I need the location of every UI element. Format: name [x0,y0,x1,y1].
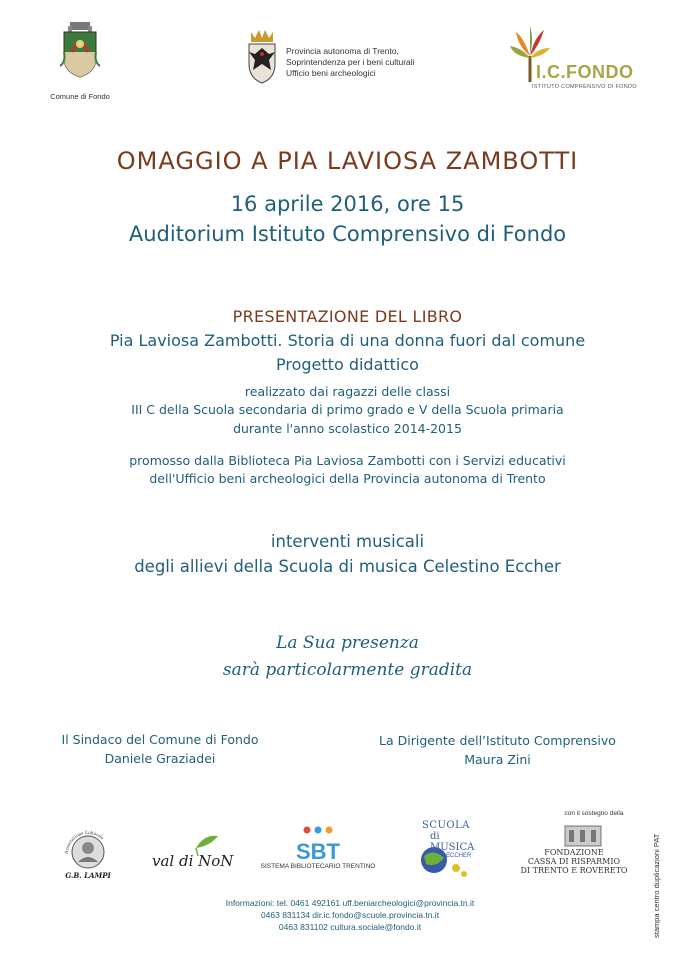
book-title-line-2: Progetto didattico [276,355,419,374]
comune-fondo-logo [40,22,120,101]
realized-line-2: III C della Scuola secondaria di primo grado e V della Scuola primaria [131,402,564,417]
event-title: OMAGGIO A PIA LAVIOSA ZAMBOTTI [116,147,579,175]
info-line-1: Informazioni: tel. 0461 492161 uff.beniarcheologici@provincia.tn.it [225,898,475,908]
promoted-line-1: promosso dalla Biblioteca Pia Laviosa Zambotti con i Servizi educativi [129,453,566,468]
event-venue: Auditorium Istituto Comprensivo di Fondo [128,222,567,246]
fondazione-line-2: CASSA DI RISPARMIO [527,857,621,866]
info-line-3: 0463 831102 cultura.sociale@fondo.it [278,922,422,932]
sostegno-label: con il sostegno della [564,810,624,817]
provincia-line-2: Soprintendenza per i beni culturali [286,57,415,67]
info-line-2: 0463 831134 dir.ic.fondo@scuole.provincia.tn.it [260,910,440,920]
realized-line-1: realizzato dai ragazzi delle classi [244,384,451,399]
realized-line-3: durante l'anno scolastico 2014-2015 [233,421,462,436]
mayor-name: Daniele Graziadei [104,751,216,766]
ic-fondo-subtitle: ISTITUTO COMPRENSIVO DI FONDO [532,84,637,90]
fondazione-building-icon [563,822,603,848]
provincia-line-3: Ufficio beni archeologici [286,68,376,78]
lampi-ring-text: Associazione Culturale [64,830,105,855]
sbt-logo [258,825,378,885]
valdinon-text: val di NoN [152,852,234,870]
sbt-letters: SBT [296,839,340,863]
comune-fondo-caption: Comune di Fondo [50,92,110,101]
sbt-mark-icon [258,825,378,863]
presence-line-1: La Sua presenza [276,633,419,653]
comune-fondo-crest-icon [60,22,100,78]
fondazione-line-1: FONDAZIONE [544,848,604,857]
fondazione-line-3: DI TRENTO E ROVERETO [520,866,628,875]
director-name: Maura Zini [464,752,531,767]
lampi-name: G.B. LAMPI [65,871,111,880]
sbt-caption: SISTEMA BIBLIOTECARIO TRENTINO [260,863,376,870]
book-title-line-1: Pia Laviosa Zambotti. Storia di una donna fuori dal comune [109,331,586,350]
presence-line-2: sarà particolarmente gradita [222,660,473,680]
director-role: La Dirigente dell’Istituto Comprensivo [379,733,616,748]
signature-director [345,731,650,769]
fondazione-cassa-logo [515,810,633,886]
ic-fondo-logo [502,26,642,92]
valdinon-logo [148,830,240,875]
promoted-line-2: dell'Ufficio beni archeologici della Provincia autonoma di Trento [149,471,546,486]
provincia-trento-logo [245,28,445,88]
ic-fondo-name: I.C.FONDO [536,62,634,82]
provincia-line-1: Provincia autonoma di Trento, [286,46,399,56]
provincia-eagle-crest-icon [245,28,279,84]
music-line-2: degli allievi della Scuola di musica Celestino Eccher [134,557,561,576]
presentation-heading: PRESENTAZIONE DEL LIBRO [232,307,463,326]
event-date: 16 aprile 2016, ore 15 [230,192,465,216]
mayor-role: Il Sindaco del Comune di Fondo [61,732,259,747]
scuola-line-1: SCUOLA [422,820,470,831]
signature-mayor [30,730,290,768]
print-note: stampa centro duplicazioni PAT [652,833,661,938]
scuola-eccher: ECCHER [446,853,472,859]
scuola-line-2: di MUSICA [430,831,475,853]
scuola-musica-logo [412,820,484,882]
lampi-portrait-icon [58,822,118,882]
lampi-association-logo [58,822,118,882]
music-line-1: interventi musicali [270,532,425,551]
valdinon-leaf-icon [148,830,240,875]
